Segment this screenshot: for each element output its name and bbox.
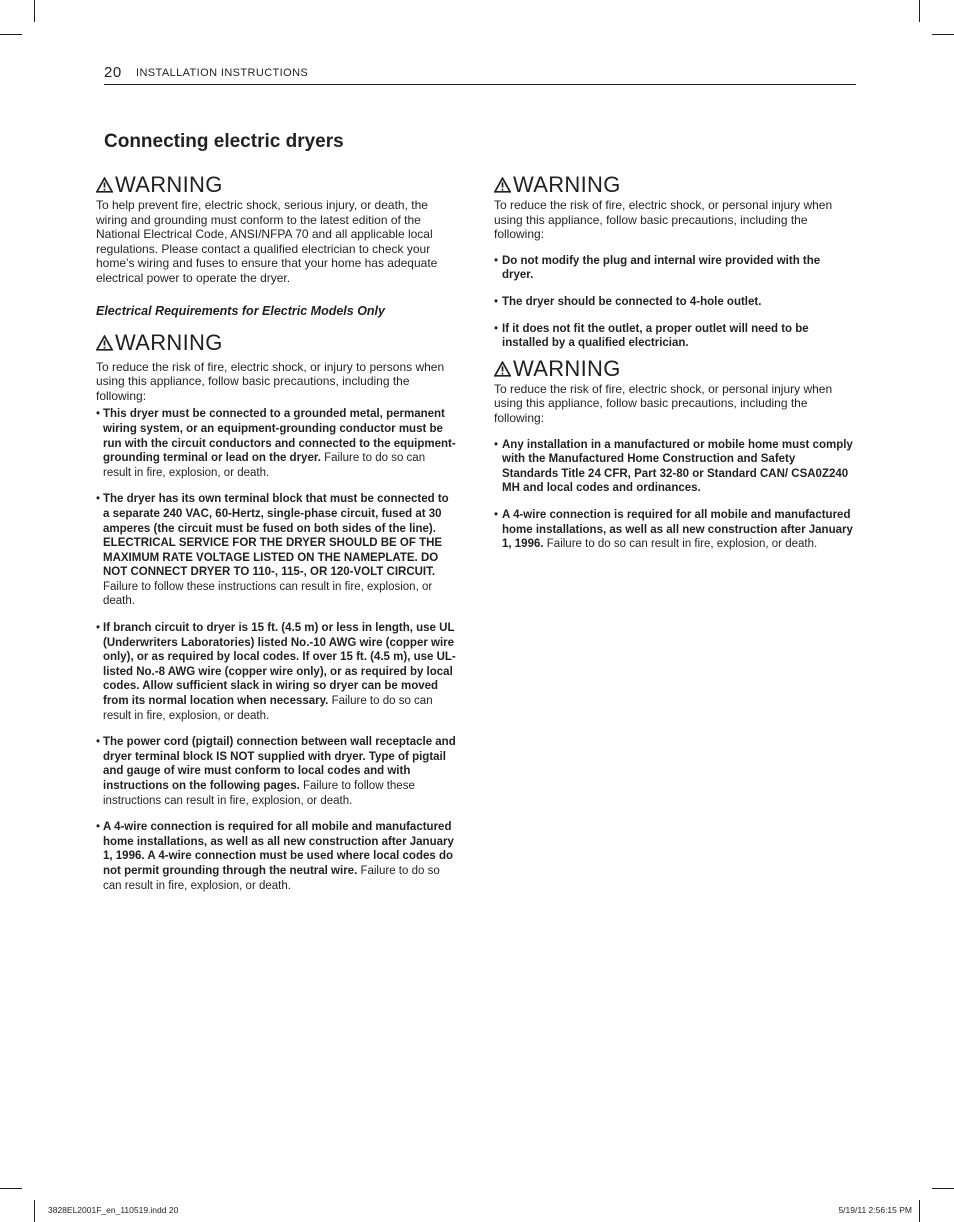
footer-timestamp: 5/19/11 2:56:15 PM xyxy=(838,1205,912,1215)
footer-file-slug: 3828EL2001F_en_110519.indd 20 xyxy=(48,1205,179,1215)
warning-heading xyxy=(96,330,456,356)
list-item: • This dryer must be connected to a grounded metal, permanent wiring system, or an equipment-grounding conductor must be run with the circuit conductors and connected to the equipment-grounding terminal or lead on the dryer. Failure to do so can result in fire, explosion, or death. xyxy=(96,408,456,479)
mobile-home-list xyxy=(494,438,854,552)
list-item: • If it does not fit the outlet, a proper outlet will need to be installed by a qualified electrician. xyxy=(494,322,809,350)
page-number: 20 xyxy=(104,64,122,81)
right-column xyxy=(494,172,854,552)
list-item: • A 4-wire connection is required for all mobile and manufactured home installations, as well as all new construction after January 1, 1996. A 4-wire connection must be used where local codes do not permit grounding through the neutral wire. Failure to do so can result in fire, explosion, or death. xyxy=(96,821,454,892)
subheading: Electrical Requirements for Electric Models Only xyxy=(96,303,385,318)
warning-heading xyxy=(494,172,854,198)
section-title: Connecting electric dryers xyxy=(104,131,344,152)
warning-text: To reduce the risk of fire, electric shock, or personal injury when using this appliance, follow basic precautions, including the following: xyxy=(494,198,833,242)
crop-mark xyxy=(34,1200,35,1222)
header-title: INSTALLATION INSTRUCTIONS xyxy=(136,67,309,79)
crop-mark xyxy=(919,0,920,22)
requirements-list xyxy=(96,407,456,893)
list-item: • The power cord (pigtail) connection between wall receptacle and dryer terminal block IS NOT supplied with dryer. Type of pigtail and gauge of wire must conform to local codes and with instructions on the following pages. Failure to follow these instructions can result in fire, explosion, or death. xyxy=(96,736,456,807)
plug-list xyxy=(494,254,854,351)
list-item: • Any installation in a manufactured or mobile home must comply with the Manufactured Home Construction and Safety Standards Title 24 CFR, Part 32-80 or Standard CAN/ CSA0Z240 MH and local codes and ordinances. xyxy=(494,438,853,495)
warning-triangle-icon xyxy=(96,335,113,351)
list-item: • If branch circuit to dryer is 15 ft. (4.5 m) or less in length, use UL (Underwriters Laboratories) listed No.-10 AWG wire (copper wire only), or as required by local codes. If over 15 ft. (4.5 m), use UL-listed No.-8 AWG wire (copper wire only), or as required by local codes. Allow sufficient slack in wiring so dryer can be moved from its normal location when necessary. Failure to do so can result in fire, explosion, or death. xyxy=(96,622,456,722)
list-item: • Do not modify the plug and internal wire provided with the dryer. xyxy=(494,254,821,282)
warning-text: To reduce the risk of fire, electric shock, or injury to persons when using this appliance, follow basic precautions, including the following: xyxy=(96,359,445,403)
warning-label: WARNING xyxy=(513,355,621,381)
warning-label: WARNING xyxy=(115,172,223,197)
warning-triangle-icon xyxy=(494,177,511,193)
page-header xyxy=(104,64,856,85)
list-item: • A 4-wire connection is required for all mobile and manufactured home installations, as well as all new construction after January 1, 1996. Failure to do so can result in fire, explosion, or death. xyxy=(494,508,853,551)
warning-triangle-icon xyxy=(96,177,113,193)
warning-label: WARNING xyxy=(513,172,621,197)
warning-heading xyxy=(96,172,456,198)
list-item: • The dryer should be connected to 4-hole outlet. xyxy=(494,295,762,308)
crop-mark xyxy=(919,1200,920,1222)
crop-mark xyxy=(0,1188,22,1189)
warning-heading xyxy=(494,356,854,382)
crop-mark xyxy=(932,1188,954,1189)
left-column xyxy=(96,172,456,893)
crop-mark xyxy=(34,0,35,22)
crop-mark xyxy=(932,34,954,35)
warning-label: WARNING xyxy=(115,329,223,355)
warning-text: To reduce the risk of fire, electric shock, or personal injury when using this appliance, follow basic precautions, including the following: xyxy=(494,381,833,425)
warning-text: To help prevent fire, electric shock, serious injury, or death, the wiring and grounding must conform to the latest edition of the National Electrical Code, ANSI/NFPA 70 and all applicable local regulations. Please contact a qualified electrician to check your home’s wiring and fuses to ensure that your home has adequate electrical power to operate the dryer. xyxy=(96,198,438,285)
crop-mark xyxy=(0,34,22,35)
warning-triangle-icon xyxy=(494,361,511,377)
list-item: • The dryer has its own terminal block that must be connected to a separate 240 VAC, 60-Hertz, single-phase circuit, fused at 30 amperes (the circuit must be fused on both sides of the line). ELECTRICAL SERVICE FOR THE DRYER SHOULD BE OF THE MAXIMUM RATE VOLTAGE LISTED ON THE NAMEPLATE. DO NOT CONNECT DRYER TO 110-, 115-, OR 120-VOLT CIRCUIT. Failure to follow these instructions can result in fire, explosion, or death. xyxy=(96,493,449,608)
